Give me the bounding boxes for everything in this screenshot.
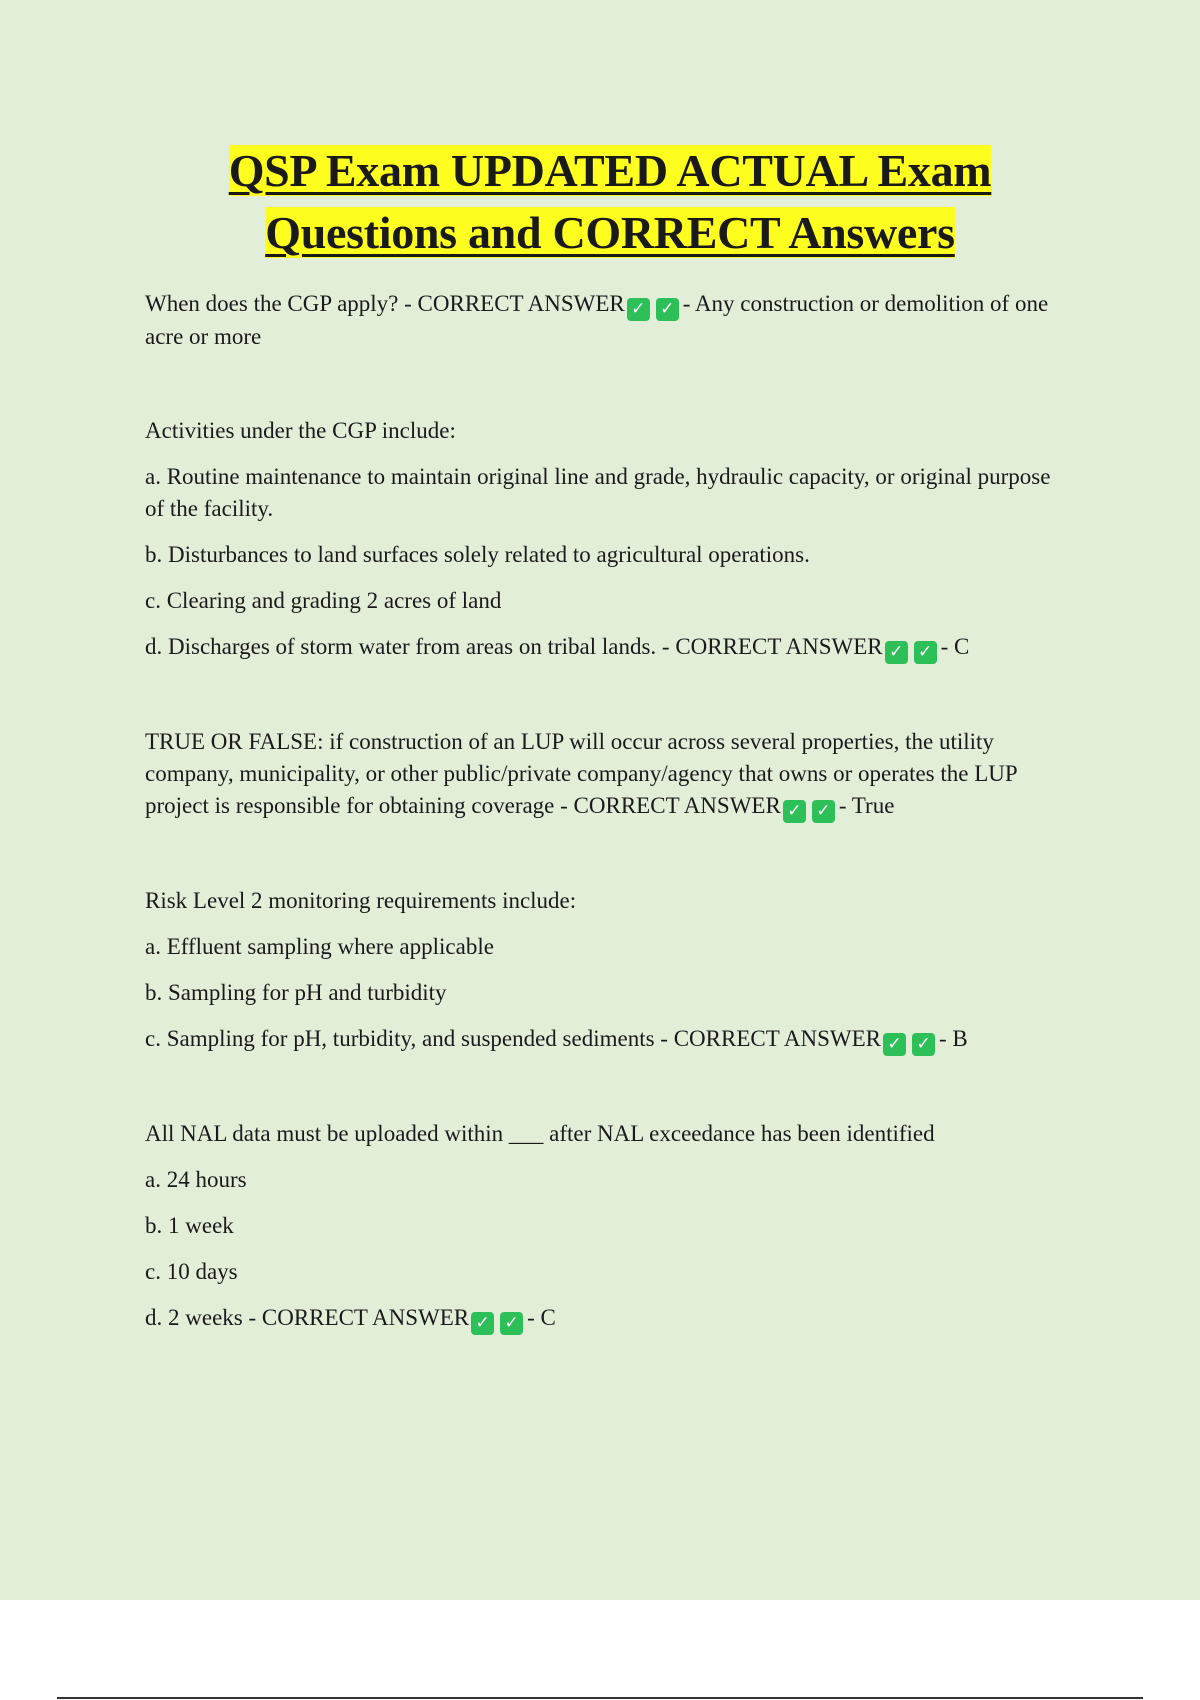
question-2 (145, 415, 1075, 664)
document-title (145, 140, 1075, 264)
question-text: Risk Level 2 monitoring requirements include: (145, 888, 577, 913)
option-c: c. Sampling for pH, turbidity, and suspended sediments - CORRECT ANSWER ✓ ✓ - B (145, 1026, 968, 1054)
option-c: c. Clearing and grading 2 acres of land (145, 588, 502, 613)
option-d: d. 2 weeks - CORRECT ANSWER ✓ ✓ - C (145, 1305, 556, 1333)
check-square-icon: ✓ (885, 641, 908, 664)
option-d: d. Discharges of storm water from areas on tribal lands. - CORRECT ANSWER ✓ ✓ - C (145, 634, 970, 662)
option-a: a. Effluent sampling where applicable (145, 934, 494, 959)
answer-text: - Any construction or demolition of one acre or more (145, 291, 1049, 349)
option-b: b. 1 week (145, 1213, 234, 1238)
question-text: Activities under the CGP include: (145, 418, 456, 443)
answer-text: - C (527, 1305, 556, 1330)
check-square-icon: ✓ (883, 1033, 906, 1056)
option-b: b. Sampling for pH and turbidity (145, 980, 447, 1005)
check-square-icon: ✓ (627, 298, 650, 321)
question-4 (145, 885, 1075, 1056)
question-text: TRUE OR FALSE: if construction of an LUP will occur across several properties, the utility company, municipality, or other public/private company/agency that owns or operates the LUP project is responsible for obtaining coverage - CORRECT ANSWER ✓ ✓ - True (145, 729, 1017, 821)
answer-text: - C (940, 634, 970, 659)
question-3 (145, 726, 1075, 823)
question-5 (145, 1118, 1075, 1335)
option-a: a. Routine maintenance to maintain original line and grade, hydraulic capacity, or original purpose of the facility. (145, 464, 1051, 521)
document-body (145, 140, 1075, 1335)
answer-text: - B (938, 1026, 968, 1051)
footer-divider (57, 1697, 1143, 1699)
title-line-1: QSP Exam UPDATED ACTUAL Exam (228, 145, 992, 196)
option-a: a. 24 hours (145, 1167, 247, 1192)
check-square-icon: ✓ (912, 1033, 935, 1056)
answer-text: - True (838, 793, 895, 818)
check-square-icon: ✓ (783, 800, 806, 823)
check-square-icon: ✓ (500, 1312, 523, 1335)
option-b: b. Disturbances to land surfaces solely related to agricultural operations. (145, 542, 810, 567)
question-text: When does the CGP apply? - CORRECT ANSWER ✓ ✓ - Any construction or demolition of one acre or more (145, 291, 1049, 349)
option-c: c. 10 days (145, 1259, 238, 1284)
title-line-2: Questions and CORRECT Answers (265, 207, 955, 258)
check-square-icon: ✓ (656, 298, 679, 321)
question-text: All NAL data must be uploaded within ___ after NAL exceedance has been identified (145, 1121, 935, 1146)
check-square-icon: ✓ (812, 800, 835, 823)
check-square-icon: ✓ (471, 1312, 494, 1335)
check-square-icon: ✓ (914, 641, 937, 664)
question-1 (145, 288, 1075, 353)
